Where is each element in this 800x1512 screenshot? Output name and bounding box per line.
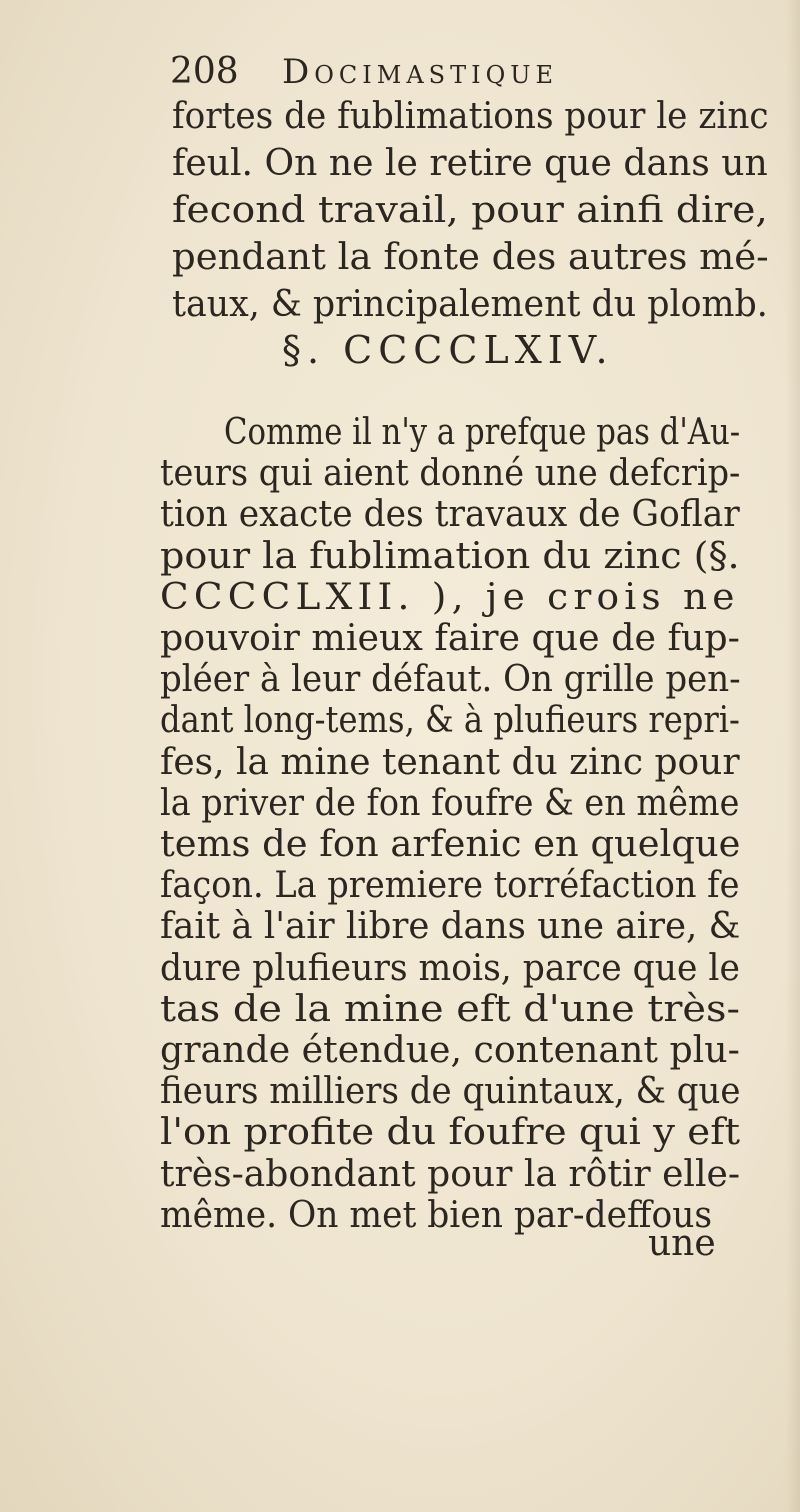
- text-line: tems de fon arfenic en quelque: [160, 824, 741, 865]
- text-line: taux, & principalement du plomb.: [172, 284, 768, 325]
- text-line: feul. On ne le retire que dans un: [172, 143, 768, 184]
- text-line: façon. La premiere torréfaction fe: [160, 865, 740, 907]
- text-line: pléer à leur défaut. On grille pen-: [160, 659, 741, 701]
- text-line: Comme il n'y a prefque pas d'Au-: [224, 412, 741, 453]
- section-heading: §. CCCCLXIV.: [282, 328, 614, 372]
- text-line: la priver de fon foufre & en même: [160, 782, 740, 824]
- running-header: [170, 48, 770, 92]
- text-line: fieurs milliers de quintaux, & que: [160, 1071, 741, 1113]
- running-title: Docimastique: [282, 52, 559, 92]
- text-line: même. On met bien par-deffous: [160, 1194, 713, 1236]
- text-line: dure plufieurs mois, parce que le: [160, 947, 740, 989]
- text-line: teurs qui aient donné une defcrip-: [160, 453, 741, 495]
- text-line: fortes de fublimations pour le zinc: [172, 96, 769, 137]
- text-line: l'on profite du foufre qui y eft: [160, 1112, 741, 1154]
- page-edge-shadow: [786, 0, 800, 1512]
- text-line: très-abondant pour la rôtir elle-: [160, 1153, 741, 1195]
- page-number: 208: [170, 51, 239, 92]
- text-line: pendant la fonte des autres mé-: [172, 237, 769, 278]
- text-line: dant long-tems, & à plufieurs repri-: [160, 700, 740, 742]
- text-line: fecond travail, pour ainfi dire,: [172, 190, 768, 231]
- text-line: tion exacte des travaux de Goflar: [160, 494, 740, 536]
- text-line: tas de la mine eft d'une très-: [160, 988, 740, 1030]
- catchword: une: [648, 1223, 716, 1264]
- text-line: grande étendue, contenant plu-: [160, 1030, 740, 1071]
- text-line: fes, la mine tenant du zinc pour: [160, 741, 740, 783]
- text-line: pour la fublimation du zinc (§.: [160, 535, 740, 577]
- text-line: fait à l'air libre dans une aire, &: [160, 906, 741, 948]
- text-line: CCCCLXII. ), je crois ne: [160, 576, 740, 618]
- text-line: pouvoir mieux faire que de fup-: [160, 618, 740, 659]
